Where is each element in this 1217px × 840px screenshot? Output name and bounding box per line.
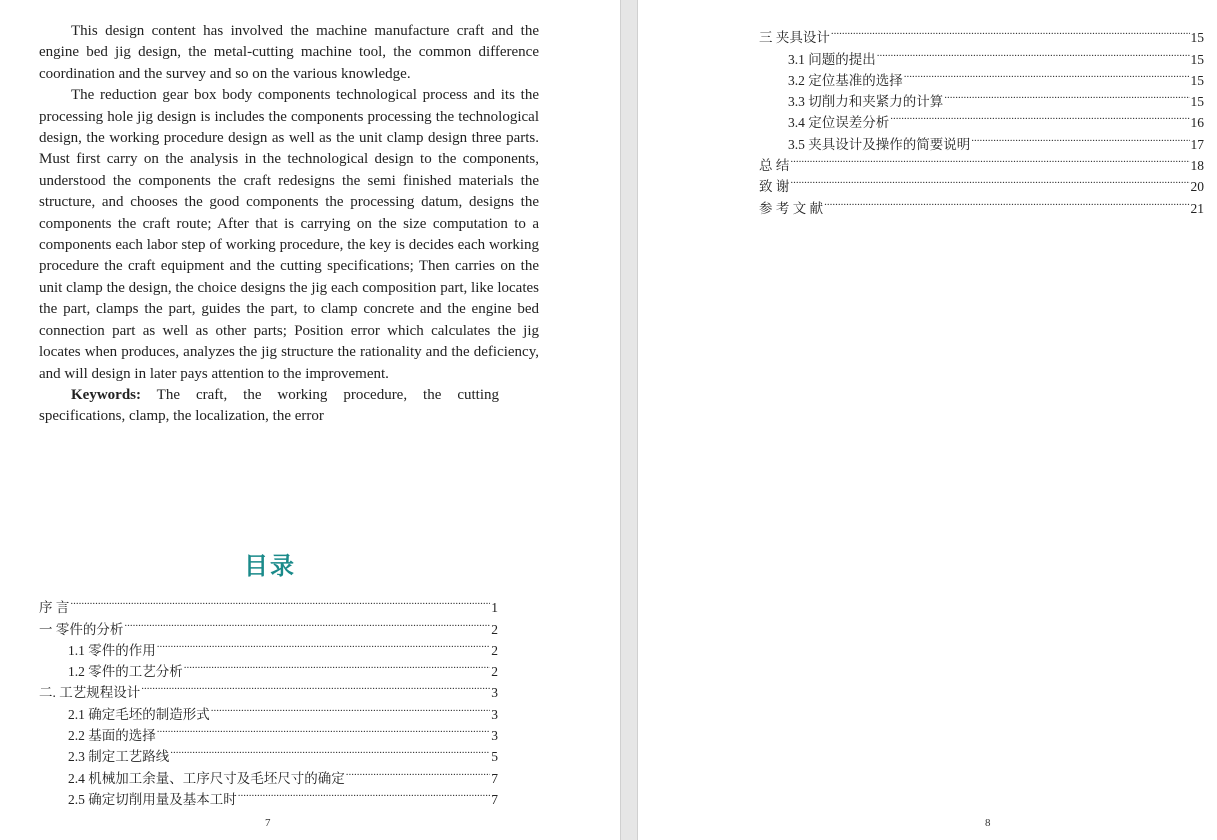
- toc-entry-title: 2.4 机械加工余量、工序尺寸及毛坯尺寸的确定: [68, 770, 345, 786]
- toc-leader-dots: [790, 170, 1189, 191]
- toc-entry[interactable]: [759, 149, 1204, 174]
- toc-entry-page: 1: [491, 600, 498, 616]
- toc-heading: 目录: [244, 552, 296, 580]
- table-of-contents: [39, 591, 498, 807]
- toc-entry-page: 3: [491, 685, 498, 701]
- toc-entry[interactable]: [759, 170, 1204, 195]
- toc-entry-page: 17: [1190, 136, 1204, 152]
- toc-entry-title: 致 谢: [759, 179, 790, 195]
- toc-entry-page: 20: [1190, 179, 1204, 195]
- toc-entry-title: 序 言: [39, 600, 70, 616]
- toc-leader-dots: [877, 42, 1190, 63]
- page-gutter: [620, 0, 638, 840]
- toc-entry-title: 1.1 零件的作用: [68, 642, 156, 658]
- toc-leader-dots: [170, 740, 490, 761]
- keywords-text: The craft, the working procedure, the cutting specifications, clamp, the localization, the error: [39, 386, 499, 425]
- toc-leader-dots: [831, 21, 1190, 42]
- toc-entry-title: 1.2 零件的工艺分析: [68, 664, 183, 680]
- keywords-line: [39, 385, 539, 428]
- toc-entry-title: 二. 工艺规程设计: [39, 685, 141, 701]
- toc-entry[interactable]: [39, 612, 498, 637]
- toc-entry-title: 一 零件的分析: [39, 621, 124, 637]
- toc-leader-dots: [211, 697, 491, 718]
- keywords-label: Keywords:: [71, 386, 141, 403]
- toc-leader-dots: [971, 127, 1189, 148]
- toc-leader-dots: [238, 783, 491, 804]
- toc-leader-dots: [70, 591, 490, 612]
- toc-entry-page: 15: [1190, 94, 1204, 110]
- toc-entry[interactable]: [759, 191, 1204, 216]
- toc-entry-page: 2: [491, 621, 498, 637]
- toc-entry-page: 21: [1190, 200, 1204, 216]
- toc-entry-title: 总 结: [759, 158, 790, 174]
- toc-entry-title: 2.1 确定毛坯的制造形式: [68, 706, 210, 722]
- toc-leader-dots: [904, 64, 1190, 85]
- toc-entry-page: 18: [1190, 158, 1204, 174]
- document-page-8: [638, 0, 1217, 840]
- toc-entry-page: 5: [491, 749, 498, 765]
- toc-entry[interactable]: [759, 21, 1204, 46]
- toc-leader-dots: [790, 149, 1189, 170]
- toc-entry-title: 参 考 文 献: [759, 200, 824, 216]
- toc-entry-page: 2: [491, 664, 498, 680]
- abstract-paragraph: The reduction gear box body components technological process and its the processing hole jig design is includes the components processing the technological design, the working procedure design as well as the unit clamp design three parts. Must first carry on the analysis in the technological design to the components, understood the components the craft redesigns the semi finished materials the structure, and chooses the good components the processing datum, designs the components the craft route; After that is carrying on the size computation to a components each labor step of working procedure, the key is decides each working procedure the craft equipment and the cutting specifications; Then carries on the unit clamp the design, the choice designs the jig each composition part, like locates the part, clamps the part, guides the part, to clamp concrete and the engine bed connection part as well as other parts; Position error which calculates the jig locates when produces, analyzes the jig structure the rationality and the deficiency, and will design in later pays attention to the improvement.: [39, 87, 539, 382]
- toc-entry-title: 三 夹具设计: [759, 30, 830, 46]
- english-abstract: [39, 21, 539, 428]
- toc-entry-title: 3.1 问题的提出: [788, 51, 876, 67]
- toc-leader-dots: [141, 676, 490, 697]
- toc-leader-dots: [184, 655, 491, 676]
- toc-entry-title: 2.3 制定工艺路线: [68, 749, 170, 765]
- page-number: 7: [265, 817, 271, 829]
- toc-leader-dots: [944, 85, 1189, 106]
- toc-leader-dots: [124, 612, 490, 633]
- toc-entry-page: 15: [1190, 51, 1204, 67]
- toc-entry-page: 3: [491, 728, 498, 744]
- toc-entry-page: 16: [1190, 115, 1204, 131]
- abstract-paragraph: This design content has involved the machine manufacture craft and the engine bed jig design, the metal-cutting machine tool, the common difference coordination and the survey and so on the various knowledge.: [39, 23, 539, 82]
- toc-entry-title: 2.2 基面的选择: [68, 728, 156, 744]
- page-number: 8: [985, 817, 991, 829]
- toc-entry-page: 7: [491, 770, 498, 786]
- toc-entry-title: 3.3 切削力和夹紧力的计算: [788, 94, 944, 110]
- toc-leader-dots: [157, 719, 491, 740]
- toc-leader-dots: [824, 191, 1189, 212]
- toc-entry[interactable]: [39, 591, 498, 616]
- toc-leader-dots: [890, 106, 1189, 127]
- toc-leader-dots: [157, 634, 491, 655]
- toc-entry-title: 2.5 确定切削用量及基本工时: [68, 791, 237, 807]
- toc-entry-page: 2: [491, 642, 498, 658]
- toc-entry-page: 3: [491, 706, 498, 722]
- toc-leader-dots: [346, 761, 491, 782]
- toc-entry-page: 15: [1190, 72, 1204, 88]
- toc-entry-title: 3.5 夹具设计及操作的简要说明: [788, 136, 971, 152]
- toc-entry-page: 7: [491, 791, 498, 807]
- toc-entry-page: 15: [1190, 30, 1204, 46]
- table-of-contents-continued: [759, 21, 1204, 216]
- toc-entry-title: 3.2 定位基准的选择: [788, 72, 903, 88]
- toc-entry-title: 3.4 定位误差分析: [788, 115, 890, 131]
